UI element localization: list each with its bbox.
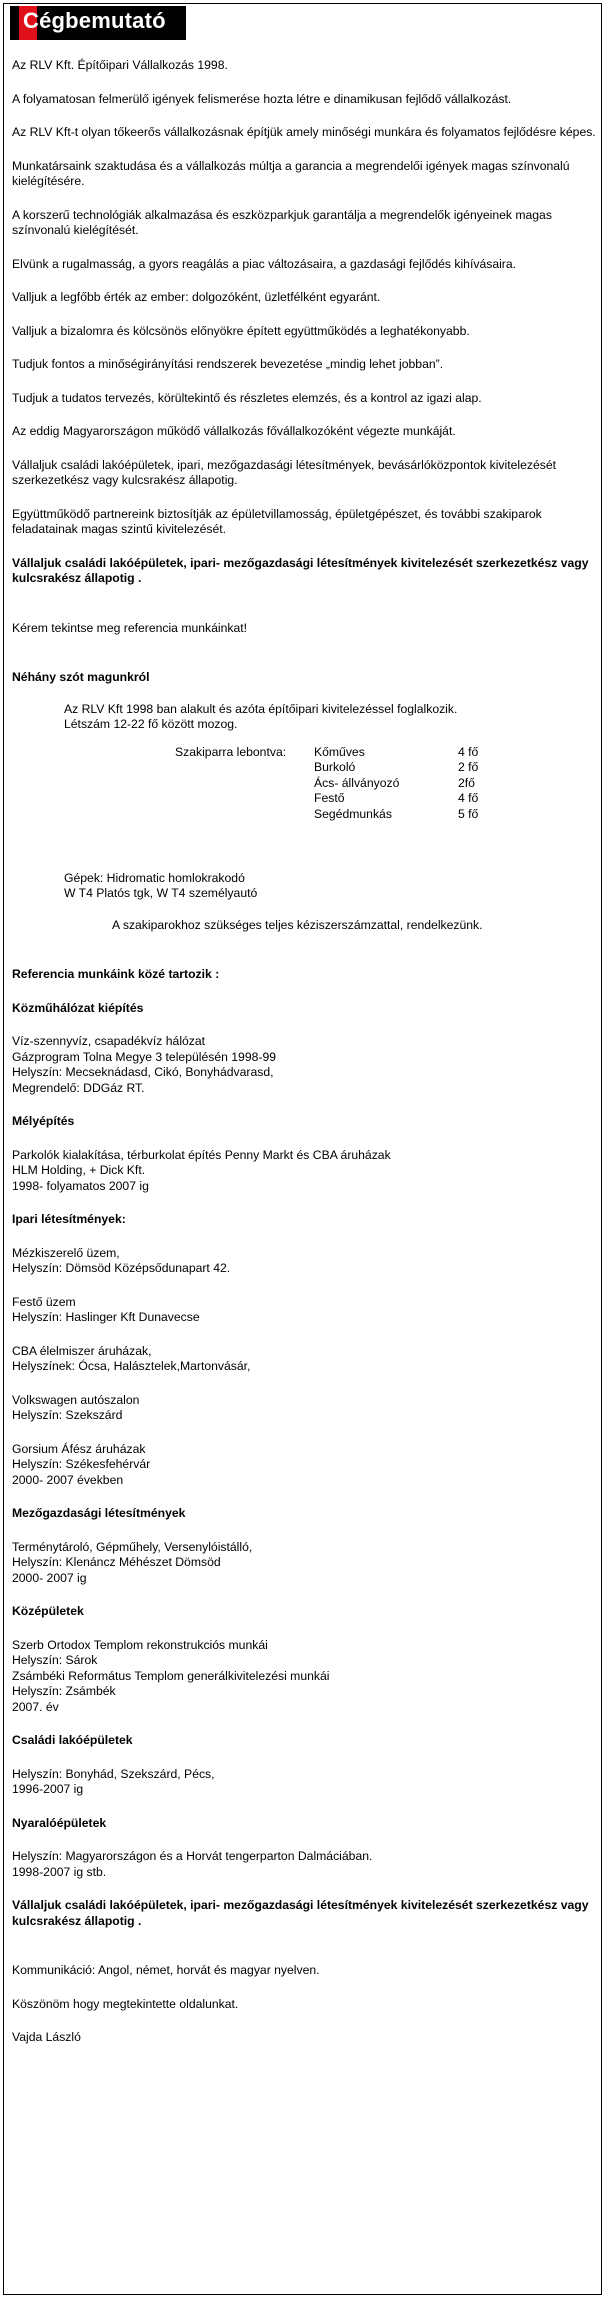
- intro-paragraph: Vállaljuk családi lakóépületek, ipari, mezőgazdasági létesítmények, bevásárlóközpontok kivitelezését szerkezetkész vagy kulcsrakész állapotig.: [12, 457, 556, 487]
- reference-line: Helyszín: Magyarországon és a Horvát tengerparton Dalmáciában.: [12, 1849, 373, 1863]
- reference-section-title: Mezőgazdasági létesítmények: [12, 1506, 186, 1520]
- intro-paragraph: Együttműködő partnereink biztosítják az épületvillamosság, épületgépészet, és további szakiparok feladatainak magas szintű kivitelezését.: [12, 506, 542, 536]
- intro-paragraph: Az eddig Magyarországon működő vállalkozás fővállalkozóként végezte munkáját.: [12, 424, 456, 438]
- reference-line: Helyszín: Zsámbék: [12, 1684, 116, 1698]
- staff-count: 4 fő: [458, 791, 479, 805]
- reference-line: Festő üzem: [12, 1294, 76, 1309]
- reference-section-title: Mélyépítés: [12, 1114, 75, 1128]
- reference-line: Volkswagen autószalon: [12, 1392, 140, 1407]
- about-line-1: Az RLV Kft 1998 ban alakult és azóta építőipari kivitelezéssel foglalkozik.: [64, 701, 458, 716]
- intro-paragraph: Az RLV Kft-t olyan tőkeerős vállalkozásnak építjük amely minőségi munkára és folyamatos fejlődésre képes.: [12, 125, 596, 139]
- intro-paragraph: Munkatársaink szaktudása és a vállalkozás múltja a garancia a megrendelői igények magas színvonalú kielégítésére.: [12, 158, 570, 188]
- title-banner: [10, 6, 186, 40]
- about-heading: Néhány szót magunkról: [12, 670, 150, 684]
- reference-section-title: Nyaralóépületek: [12, 1815, 107, 1830]
- reference-line: Víz-szennyvíz, csapadékvíz hálózat: [12, 1034, 206, 1048]
- staff-count: 2fő: [458, 775, 475, 790]
- reference-line: Helyszín: Székesfehérvár: [12, 1457, 151, 1471]
- intro-section: [12, 58, 598, 538]
- reference-block: [12, 1540, 598, 1587]
- machines-line-2: W T4 Platós tgk, W T4 személyautó: [64, 886, 258, 900]
- page-title: Cégbemutató: [23, 8, 166, 33]
- staff-label: Szakiparra lebontva:: [175, 744, 287, 759]
- reference-line: Helyszín: Sárok: [12, 1653, 98, 1667]
- staff-table: [12, 745, 598, 853]
- reference-line: Helyszínek: Ócsa, Halásztelek,Martonvásár,: [12, 1359, 251, 1373]
- reference-section-title: Családi lakóépületek: [12, 1733, 133, 1747]
- staff-count: 2 fő: [458, 760, 479, 774]
- intro-paragraph: Valljuk a legfőbb érték az ember: dolgozóként, üzletfélként egyaránt.: [12, 290, 381, 304]
- signature: Vajda László: [12, 2030, 81, 2044]
- reference-line: Helyszín: Szekszárd: [12, 1408, 123, 1422]
- reference-line: Parkolók kialakítása, térburkolat építés Penny Markt és CBA áruházak: [12, 1147, 391, 1162]
- intro-paragraph: Tudjuk a tudatos tervezés, körültekintő és részletes elemzés, és a kontrol az igazi alap.: [12, 390, 482, 405]
- intro-paragraph: Az RLV Kft. Építőipari Vállalkozás 1998.: [12, 58, 228, 72]
- reference-line: 1996-2007 ig: [12, 1782, 84, 1796]
- reference-section-title: Közműhálózat kiépítés: [12, 1000, 144, 1015]
- reference-block: [12, 1344, 598, 1375]
- reference-line: 2000- 2007 ig: [12, 1570, 87, 1585]
- content: [12, 58, 598, 2064]
- intro-paragraph: Valljuk a bizalomra és kölcsönös előnyökre épített együttműködés a leghatékonyabb.: [12, 323, 470, 338]
- reference-block: [12, 1148, 598, 1195]
- staff-row: [314, 776, 514, 792]
- staff-count: 5 fő: [458, 806, 479, 821]
- intro-paragraph: A korszerű technológiák alkalmazása és eszközparkjuk garantálja a megrendelők igényeinek magas színvonalú kielégítését.: [12, 207, 552, 237]
- reference-block: [12, 1638, 598, 1716]
- intro-paragraph: Tudjuk fontos a minőségirányítási rendszerek bevezetése „mindig lehet jobban”.: [12, 357, 444, 371]
- reference-block: [12, 1034, 598, 1096]
- staff-row: [314, 745, 514, 761]
- highlight-text-2: Vállaljuk családi lakóépületek, ipari- mezőgazdasági létesítmények kivitelezését szerkezetkész vagy kulcsrakész állapotig .: [12, 1898, 589, 1928]
- reference-line: Helyszín: Bonyhád, Szekszárd, Pécs,: [12, 1766, 215, 1781]
- reference-block: [12, 1393, 598, 1424]
- references-list: [12, 1001, 598, 1881]
- reference-line: Terménytároló, Gépműhely, Versenylóistálló,: [12, 1539, 253, 1554]
- reference-block: [12, 1442, 598, 1489]
- intro-paragraph: A folyamatosan felmerülő igények felismerése hozta létre e dinamikusan fejlődő vállalkozást.: [12, 91, 512, 106]
- reference-section-title: Ipari létesítmények:: [12, 1212, 126, 1226]
- thanks-line: Köszönöm hogy megtekintette oldalunkat.: [12, 1996, 239, 2011]
- reference-line: Gorsium Áfész áruházak: [12, 1441, 146, 1456]
- reference-block: [12, 1849, 598, 1880]
- reference-line: Helyszín: Dömsöd Középsődunapart 42.: [12, 1261, 231, 1275]
- reference-line: HLM Holding, + Dick Kft.: [12, 1163, 146, 1177]
- reference-line: Szerb Ortodox Templom rekonstrukciós munkái: [12, 1637, 268, 1652]
- staff-row: [314, 791, 514, 807]
- communication-line: Kommunikáció: Angol, német, horvát és magyar nyelven.: [12, 1963, 320, 1977]
- about-line-2: Létszám 12-22 fő között mozog.: [64, 717, 238, 731]
- staff-role: Festő: [314, 791, 345, 805]
- reference-line: Mézkiszerelő üzem,: [12, 1245, 120, 1260]
- references-heading: Referencia munkáink közé tartozik :: [12, 967, 220, 981]
- machines-line-1: Gépek: Hidromatic homlokrakodó: [64, 870, 245, 885]
- highlight-text: Vállaljuk családi lakóépületek, ipari- mezőgazdasági létesítmények kivitelezését szerkezetkész vagy kulcsrakész állapotig .: [12, 555, 589, 585]
- reference-line: Gázprogram Tolna Megye 3 településén 1998-99: [12, 1049, 277, 1064]
- reference-line: Megrendelő: DDGáz RT.: [12, 1080, 145, 1095]
- tools-line: A szakiparokhoz szükséges teljes kéziszerszámzattal, rendelkezünk.: [112, 917, 483, 932]
- reference-invite: Kérem tekintse meg referencia munkáinkat!: [12, 620, 248, 635]
- reference-block: [12, 1767, 598, 1798]
- reference-line: Zsámbéki Református Templom generálkivitelezési munkái: [12, 1668, 330, 1683]
- staff-role: Burkoló: [314, 760, 356, 774]
- intro-paragraph: Elvünk a rugalmasság, a gyors reagálás a piac változásaira, a gazdasági fejlődés kihívásaira.: [12, 256, 517, 271]
- reference-section-title: Középületek: [12, 1604, 84, 1618]
- reference-line: 1998-2007 ig stb.: [12, 1864, 107, 1879]
- staff-role: Kőműves: [314, 744, 365, 759]
- reference-line: 2007. év: [12, 1699, 59, 1714]
- staff-role: Ács- állványozó: [314, 775, 400, 790]
- reference-line: Helyszín: Haslinger Kft Dunavecse: [12, 1310, 200, 1324]
- reference-line: Helyszín: Mecseknádasd, Cikó, Bonyhádvarasd,: [12, 1065, 274, 1079]
- reference-block: [12, 1295, 598, 1326]
- reference-block: [12, 1246, 598, 1277]
- staff-row: [314, 807, 514, 823]
- reference-line: 2000- 2007 években: [12, 1472, 124, 1487]
- staff-row: [314, 760, 514, 776]
- reference-line: 1998- folyamatos 2007 ig: [12, 1178, 149, 1193]
- staff-role: Segédmunkás: [314, 806, 392, 821]
- reference-line: CBA élelmiszer áruházak,: [12, 1343, 152, 1358]
- reference-line: Helyszín: Klenáncz Méhészet Dömsöd: [12, 1555, 221, 1569]
- staff-count: 4 fő: [458, 744, 479, 759]
